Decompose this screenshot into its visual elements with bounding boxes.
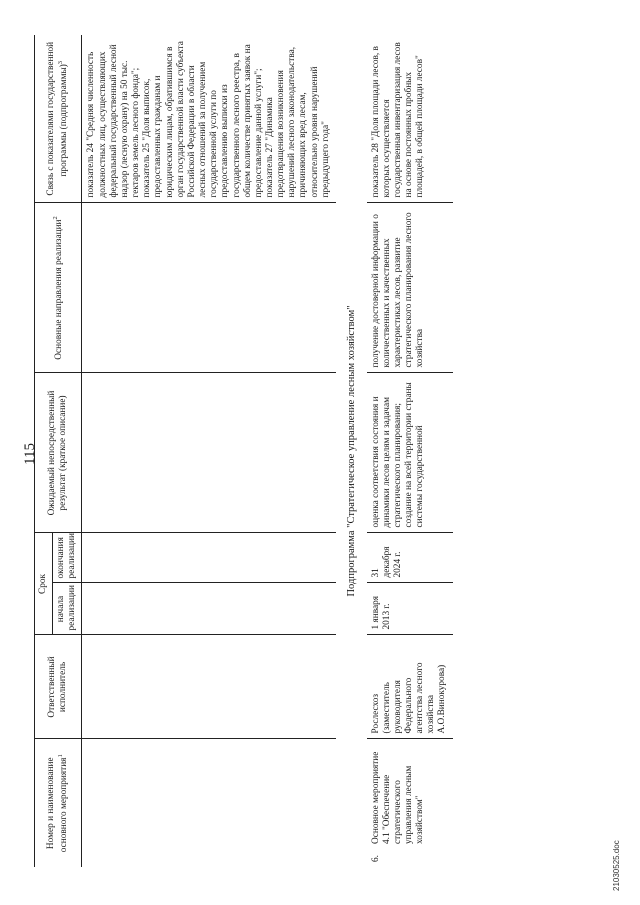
header-col-directions: Основные направления реализации$^2$ bbox=[35, 203, 82, 373]
subprogram-row bbox=[336, 35, 367, 867]
header-row bbox=[35, 35, 53, 867]
header-col-result: Ожидаемый непосредственный результат (краткое описание) bbox=[35, 373, 82, 533]
link-cell: показатель 28 "Доля площади лесов, в которых осуществляется государственная инвентаризация лесов на основе постоянных пробных площадей, в общей площади лесов" bbox=[367, 35, 453, 203]
measures-table bbox=[34, 35, 453, 867]
result-cell: оценка соответствия состояния и динамики лесов целям и задачам стратегического планирования; создание на всей территории страны системы государственной bbox=[367, 373, 453, 533]
subprogram-title: Подпрограмма "Стратегическое управление лесным хозяйством" bbox=[345, 305, 357, 597]
footer-doc-code: 21030525.doc bbox=[612, 840, 621, 891]
link-cell-continued: показатель 24 "Средняя численность должностных лиц, осуществляющих федеральный государственный лесной надзор (лесную охрану) на 50 тыс. гектаров земель лесного фонда"; показатель 25 "Доля выписок, предоставленных гражданам и юридическим лицам, обратившимся в орган государственной власти субъекта Российской Федерации в области лесных отношений за получением государственной услуги по предоставлению выписки из государственного лесного реестра, в общем количестве принятых заявок на предоставление данной услуги"; показатель 27 "Динамика предотвращения возникновения нарушений лесного законодательства, причиняющих вред лесам, относительно уровня нарушений предыдущего года" bbox=[82, 35, 336, 203]
header-col-executor: Ответственный исполнитель bbox=[35, 635, 82, 739]
page-number: 115 bbox=[22, 443, 38, 465]
header-col-end: окончания реализации bbox=[53, 533, 82, 583]
table-row bbox=[367, 35, 453, 867]
row-number: 6. bbox=[370, 855, 381, 862]
measure-cell bbox=[367, 739, 453, 867]
measure-name: Основное мероприятие 4.1 "Обеспечение стратегического управления лесным хозяйством" bbox=[370, 751, 426, 844]
header-col-term: Срок bbox=[35, 533, 53, 635]
continued-row bbox=[82, 35, 336, 867]
end-cell: 31 декабря 2024 г. bbox=[367, 533, 453, 583]
header-col-measure: Номер и наименование основного мероприятия$^1$ bbox=[35, 739, 82, 867]
header-col-start: начала реализации bbox=[53, 583, 82, 635]
directions-cell: получение достоверной информации о количественных и качественных характеристиках лесов, развитие стратегического планирования лесного хозяйства bbox=[367, 203, 453, 373]
executor-cell: Рослесхоз (заместитель руководителя Федерального агентства лесного хозяйства А.О.Винокурова) bbox=[367, 635, 453, 739]
start-cell: 1 января 2013 г. bbox=[367, 583, 453, 635]
header-col-link: Связь с показателями государственной программы (подпрограммы)$^3$ bbox=[35, 35, 82, 203]
